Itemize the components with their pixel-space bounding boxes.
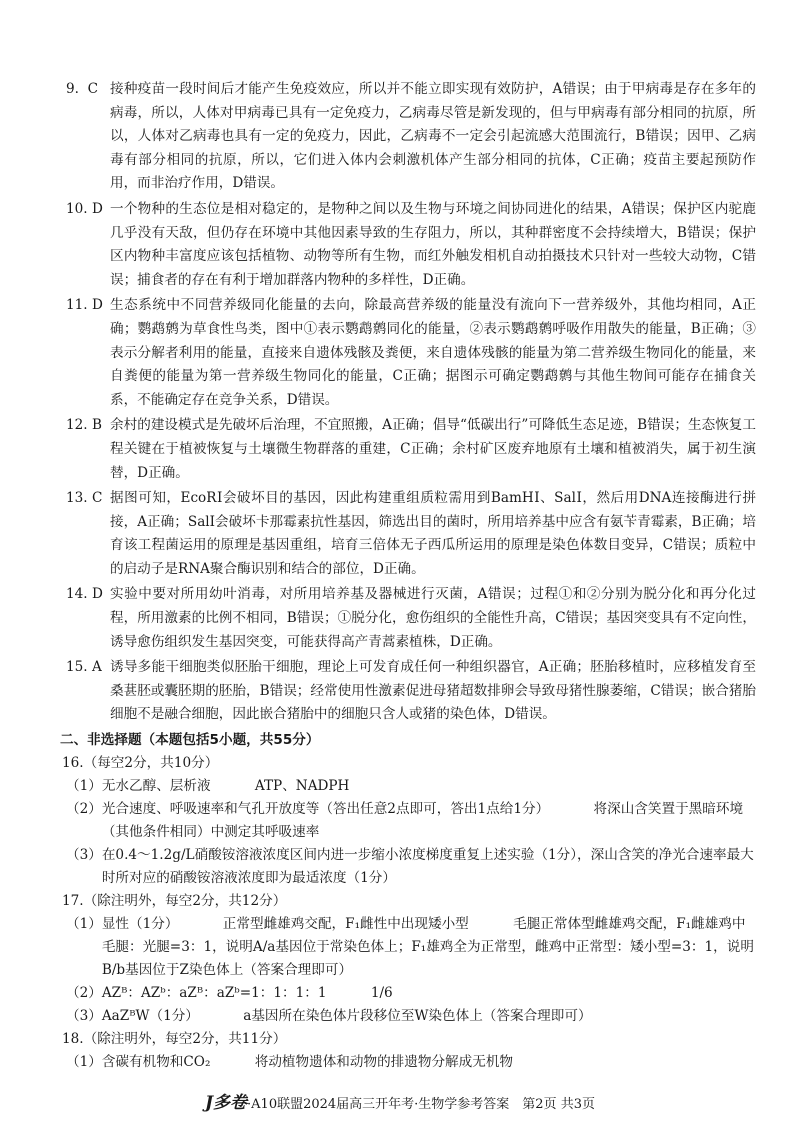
answer-item-9 — [66, 78, 756, 196]
q18-answer-1 — [66, 1051, 756, 1074]
answer-blank: a基因所在染色体片段移位至W染色体上（答案合理即可） — [243, 1008, 592, 1025]
answer-blank: 将动植物遗体和动物的排遗物分解成无机物 — [254, 1054, 514, 1071]
answer-item-11 — [66, 294, 756, 412]
answer-number: 12. B — [66, 417, 102, 434]
sub-number: （3） — [66, 847, 102, 864]
sub-number: （1） — [66, 778, 102, 795]
q17-answer-1 — [66, 913, 756, 982]
answer-explanation: 实验中要对所用幼叶消毒，对所用培养基及器械进行灭菌，A错误；过程①和②分别为脱分化和再分化过程，所用激素的比例不相同，B错误；①脱分化，愈伤组织的全能性升高，C错误；基因突变具有不定向性，诱导愈伤组织发生基因突变，可能获得高产青蒿素植株，D正确。 — [110, 586, 756, 650]
answer-blank: 光合速度、呼吸速率和气孔开放度等（答出任意2点即可，答出1点给1分） — [101, 801, 550, 818]
answer-number: 9. C — [66, 81, 99, 97]
answer-item-10 — [66, 198, 756, 292]
answer-item-12 — [66, 414, 756, 485]
section-title-non-choice: 二、非选择题（本题包括5小题，共55分） — [60, 732, 320, 749]
page-footer — [0, 1088, 800, 1113]
answer-item-13 — [66, 487, 756, 581]
publisher-logo: J多卷 — [204, 1093, 248, 1113]
answer-explanation: 生态系统中不同营养级同化能量的去向，除最高营养级的能量没有流向下一营养级外，其他均相同，A正确；鹦鹉鹩为草食性鸟类，图中①表示鹦鹉鹩同化的能量，②表示鹦鹉鹩呼吸作用散失的能量，B正确；③表示分解者利用的能量，直接来自遗体残骸及粪便，来自遗体残骸的能量为第二营养级生物同化的能量，来自粪便的能量为第一营养级生物同化的能量，C正确；据图示可确定鹦鹉鹩与其他生物间可能存在捕食关系，不能确定存在竞争关系，D错误。 — [110, 297, 756, 408]
answer-explanation: 诱导多能干细胞类似胚胎干细胞，理论上可发育成任何一种组织器官，A正确；胚胎移植时，应移植发育至桑葚胚或囊胚期的胚胎，B错误；经常使用性激素促进母猪超数排卵会导致母猪性腺萎缩，C错误；嵌合猪胎细胞不是融合细胞，因此嵌合猪胎中的细胞只含人或猪的染色体，D错误。 — [110, 659, 756, 723]
answer-item-14 — [66, 583, 756, 654]
q16-answer-1 — [66, 775, 756, 798]
answer-blank: 在0.4～1.2g/L硝酸铵溶液浓度区间内进一步缩小浓度梯度重复上述实验（1分），深山含笑的净光合速率最大时所对应的硝酸铵溶液浓度即为最适浓度（1分） — [101, 847, 754, 887]
answer-blank: 含碳有机物和CO₂ — [101, 1054, 211, 1071]
answer-explanation: 接种疫苗一段时间后才能产生免疫效应，所以并不能立即实现有效防护，A错误；由于甲病毒是存在多年的病毒，所以，人体对甲病毒已具有一定免疫力，乙病毒尽管是新发现的，但与甲病毒有部分相同的抗原，所以，人体对乙病毒也具有一定的免疫力，因此，乙病毒不一定会引起流感大范围流行，B错误；因甲、乙病毒有部分相同的抗原，所以，它们进入体内会刺激机体产生部分相同的抗体，C正确；疫苗主要起预防作用，而非治疗作用，D错误。 — [110, 81, 756, 192]
footer-text: ·A10联盟2024届高三开年考·生物学参考答案 第2页 共3页 — [247, 1097, 595, 1112]
answer-blank: AZᴮ：AZᵇ：aZᴮ：aZᵇ=1：1：1：1 — [101, 985, 327, 1002]
q17-answer-3 — [66, 1005, 756, 1028]
sub-number: （1） — [66, 916, 102, 933]
question-17-header: 17.（除注明外，每空2分，共12分） — [62, 893, 287, 910]
answer-number: 15. A — [66, 659, 102, 676]
answer-explanation: 一个物种的生态位是相对稳定的，是物种之间以及生物与环境之间协同进化的结果，A错误；保护区内驼鹿几乎没有天敌，但仍存在环境中其他因素导致的生存阻力，所以，其种群密度不会持续增大，B错误；保护区内物种丰富度应该包括植物、动物等所有生物，而红外触发相机自动拍摄技术只针对一些较大动物，C错误；捕食者的存在有利于增加群落内物种的多样性，D正确。 — [110, 200, 756, 288]
answer-number: 11. D — [66, 297, 103, 314]
answer-number: 14. D — [66, 586, 103, 603]
q16-answer-2 — [66, 798, 756, 844]
answer-blank: 毛腿正常体型雌雄鸡交配，F₁雌雄鸡中毛腿：光腿=3：1，说明A/a基因位于常染色体上；F₁雄鸡全为正常型，雌鸡中正常型：矮小型=3：1，说明B/b基因位于Z染色体上（答案合理即可） — [101, 916, 754, 979]
answer-blank: 正常型雌雄鸡交配，F₁雌性中出现矮小型 — [222, 916, 469, 933]
q16-answer-3 — [66, 844, 756, 890]
sub-number: （3） — [66, 1008, 102, 1025]
answer-blank: 1/6 — [370, 985, 393, 1002]
sub-number: （2） — [66, 801, 102, 818]
question-16-header: 16.（每空2分，共10分） — [62, 755, 219, 772]
answer-blank: 无水乙醇、层析液 — [101, 778, 211, 795]
q17-answer-2 — [66, 982, 756, 1005]
answer-blank: 显性（1分） — [101, 916, 179, 933]
answer-number: 13. C — [66, 490, 103, 507]
question-18-header: 18.（除注明外，每空2分，共11分） — [62, 1031, 287, 1048]
answer-blank: 将深山含笑置于黑暗环境（其他条件相同）中测定其呼吸速率 — [101, 801, 744, 841]
answer-blank: AaZᴮW（1分） — [101, 1008, 199, 1025]
answer-number: 10. D — [66, 200, 103, 217]
sub-number: （2） — [66, 985, 102, 1002]
answer-blank: ATP、NADPH — [254, 778, 350, 795]
answer-explanation: 余村的建设模式是先破坏后治理，不宜照搬，A正确；倡导“低碳出行”可降低生态足迹，B错误；生态恢复工程关键在于植被恢复与土壤微生物群落的重建，C正确；余村矿区废弃地原有土壤和植被消失，属于初生演替，D正确。 — [110, 417, 756, 481]
sub-number: （1） — [66, 1054, 102, 1071]
answer-explanation: 据图可知，EcoRⅠ会破坏目的基因，因此构建重组质粒需用到BamHⅠ、SalⅠ，然后用DNA连接酶进行拼接，A正确；SalⅠ会破坏卡那霉素抗性基因，筛选出目的菌时，所用培养基中应含有氨苄青霉素，B正确；培育该工程菌运用的原理是基因重组，培育三倍体无子西瓜所运用的原理是染色体数目变异，C错误；质粒中的启动子是RNA聚合酶识别和结合的部位，D正确。 — [110, 490, 756, 577]
answer-item-15 — [66, 656, 756, 727]
